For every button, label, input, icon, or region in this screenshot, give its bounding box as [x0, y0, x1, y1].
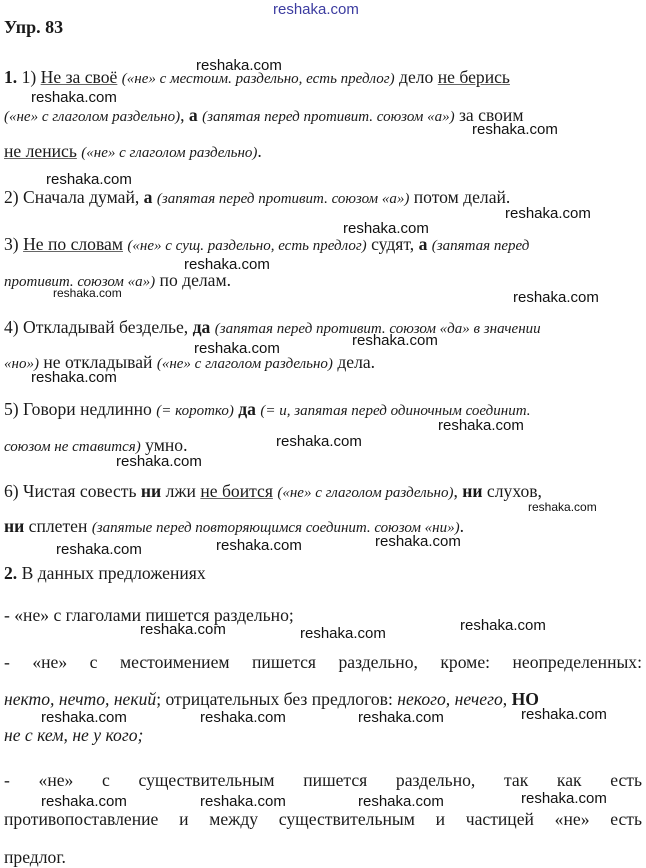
comment: («не» с сущ. раздельно, есть предлог) — [127, 238, 367, 254]
comment: («не» с глаголом раздельно) — [277, 485, 454, 501]
example-words: некто, нечто, некий — [4, 689, 157, 709]
watermark: reshaka.com — [343, 220, 429, 237]
watermark: reshaka.com — [460, 617, 546, 634]
sentence-1-line-1: 1. 1) Не за своё («не» с местоим. раздельно, есть предлог) дело не берись — [4, 67, 510, 87]
comment: (запятая перед — [431, 238, 530, 254]
comment: союзом не ставится) — [4, 439, 141, 455]
watermark: reshaka.com — [41, 793, 127, 810]
watermark: reshaka.com — [358, 793, 444, 810]
ne-phrase: не ленись — [4, 141, 77, 161]
rule-nouns-line-2: противопоставление и между существительным и частицей «не» есть — [4, 809, 642, 829]
sentence-3-line-2: противит. союзом «а») по делам. — [4, 270, 232, 290]
comment: (= и, запятая перед одиночным соединит. — [260, 403, 531, 419]
exercise-title: Упр. 83 — [4, 17, 64, 37]
watermark: reshaka.com — [194, 340, 280, 357]
ne-phrase: Не по словам — [23, 234, 123, 254]
example-words: некого, нечего — [397, 689, 503, 709]
watermark: reshaka.com — [196, 57, 282, 74]
particle: ни — [462, 481, 483, 501]
sentence-5-line-1: 5) Говори недлинно (= коротко) да (= и, запятая перед одиночным соединит. — [4, 399, 531, 419]
part-2-intro: 2. В данных предложениях — [4, 563, 206, 583]
watermark: reshaka.com — [56, 541, 142, 558]
watermark: reshaka.com — [438, 417, 524, 434]
watermark: reshaka.com — [528, 500, 597, 514]
rule-pronouns-line-3 — [4, 724, 642, 746]
comment: («не» с глаголом раздельно) — [156, 356, 333, 372]
watermark: reshaka.com — [505, 205, 591, 222]
conjunction: а — [188, 105, 198, 125]
watermark: reshaka.com — [53, 286, 122, 300]
sentence-4-line-2: «но») не откладывай («не» с глаголом раздельно) дела. — [4, 352, 376, 372]
watermark: reshaka.com — [375, 533, 461, 550]
watermark: reshaka.com — [46, 171, 132, 188]
conjunction: да — [238, 399, 256, 419]
rule-nouns-line-3: предлог. — [4, 847, 66, 867]
comment: (запятая перед противит. союзом «да» в значении — [214, 321, 541, 337]
part-number: 1. — [4, 67, 18, 87]
rule-pronouns-line-1: - «не» с местоимением пишется раздельно, кроме: неопределенных: — [4, 652, 642, 672]
comment: (запятая перед противит. союзом «а») — [156, 191, 410, 207]
sentence-4-line-1: 4) Откладывай безделье, да (запятая перед противит. союзом «да» в значении — [4, 317, 541, 337]
ne-phrase: не боится — [200, 481, 273, 501]
comment: («не» с глаголом раздельно) — [81, 145, 258, 161]
comment: «но») — [4, 356, 39, 372]
watermark: reshaka.com — [276, 433, 362, 450]
ne-phrase: не берись — [437, 67, 510, 87]
particle: ни — [140, 481, 162, 501]
rule-verbs: - «не» с глаголами пишется раздельно; — [4, 605, 294, 625]
comment: («не» с местоим. раздельно, есть предлог) — [121, 71, 395, 87]
sentence-1-line-2: («не» с глаголом раздельно), а (запятая перед противит. союзом «а») за своим — [4, 105, 524, 125]
emphasis-but: НО — [511, 689, 539, 709]
sentence-1-line-3: не ленись («не» с глаголом раздельно). — [4, 141, 262, 161]
sentence-3-line-1: 3) Не по словам («не» с сущ. раздельно, есть предлог) судят, а (запятая перед — [4, 234, 530, 254]
watermark: reshaka.com — [184, 256, 270, 273]
rule-pronouns-line-2: некто, нечто, некий; отрицательных без предлогов: некого, нечего, НО — [4, 689, 539, 709]
watermark: reshaka.com — [216, 537, 302, 554]
watermark: reshaka.com — [31, 369, 117, 386]
conjunction: да — [192, 317, 211, 337]
watermark: reshaka.com — [472, 121, 558, 138]
watermark: reshaka.com — [31, 89, 117, 106]
watermark: reshaka.com — [41, 709, 127, 726]
watermark: reshaka.com — [300, 625, 386, 642]
comment: (запятые перед повторяющимся соединит. союзом «ни») — [91, 520, 460, 536]
comment: противит. союзом «а») — [4, 274, 156, 290]
sentence-6-line-2: ни сплетен (запятые перед повторяющимся соединит. союзом «ни»). — [4, 516, 465, 536]
rule-nouns-line-1: - «не» с существительным пишется раздельно, так как есть — [4, 770, 642, 790]
part-number: 2. — [4, 563, 18, 583]
site-header[interactable]: reshaka.com — [273, 1, 359, 18]
comment: («не» с глаголом раздельно) — [4, 109, 181, 125]
comment: (= коротко) — [156, 403, 234, 419]
sentence-5-line-2: союзом не ставится) умно. — [4, 435, 188, 455]
watermark: reshaka.com — [521, 706, 607, 723]
sentence-2: 2) Сначала думай, а (запятая перед противит. союзом «а») потом делай. — [4, 187, 511, 207]
watermark: reshaka.com — [140, 621, 226, 638]
watermark: reshaka.com — [358, 709, 444, 726]
comment: (запятая перед противит. союзом «а») — [202, 109, 455, 125]
ne-phrase: Не за своё — [40, 67, 118, 87]
conjunction: а — [143, 187, 153, 207]
watermark: reshaka.com — [513, 289, 599, 306]
watermark: reshaka.com — [116, 453, 202, 470]
watermark: reshaka.com — [200, 793, 286, 810]
conjunction: а — [418, 234, 428, 254]
watermark: reshaka.com — [352, 332, 438, 349]
example-words: не с кем, не у кого; — [4, 725, 144, 745]
sentence-6-line-1: 6) Чистая совесть ни лжи не боится («не» с глаголом раздельно), ни слухов, — [4, 481, 542, 501]
watermark: reshaka.com — [200, 709, 286, 726]
watermark: reshaka.com — [521, 790, 607, 807]
particle: ни — [4, 516, 25, 536]
